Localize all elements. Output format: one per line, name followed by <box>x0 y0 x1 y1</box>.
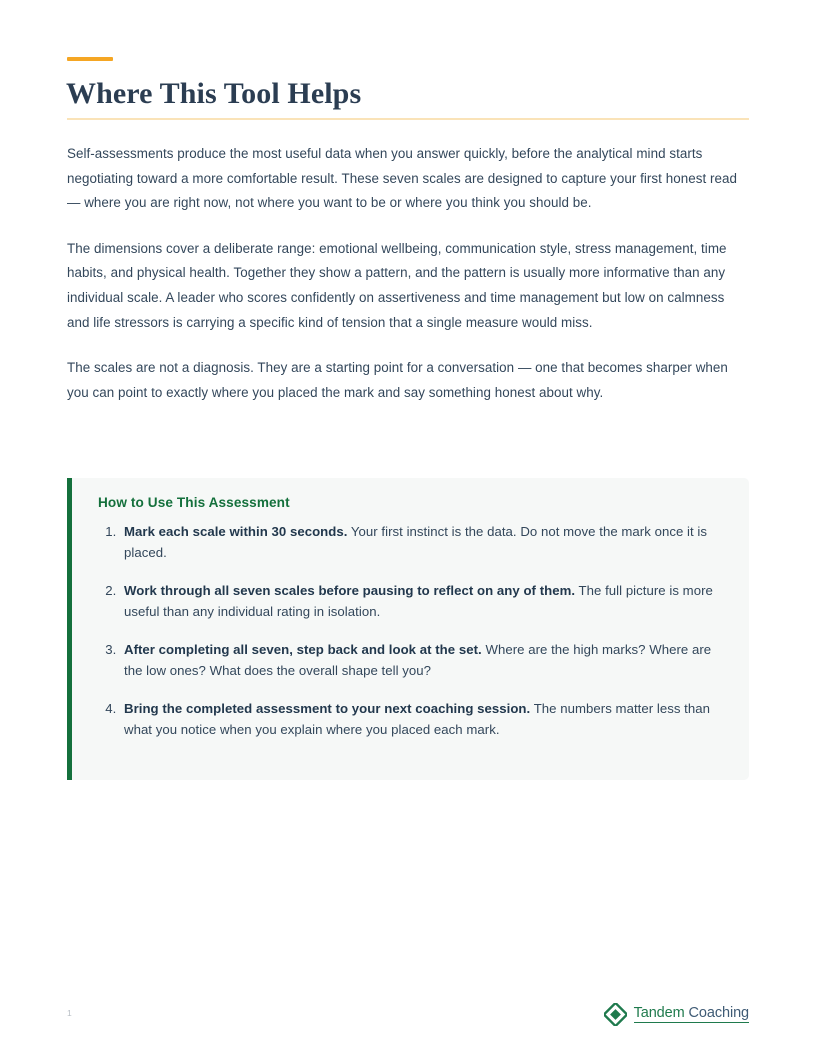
steps-list <box>98 522 727 740</box>
step-lead: Bring the completed assessment to your next coaching session. <box>124 701 531 716</box>
step-lead: Work through all seven scales before pausing to reflect on any of them. <box>124 583 576 598</box>
list-item <box>120 581 727 622</box>
brand-wordmark <box>634 1005 749 1023</box>
step-body: The numbers matter less than what you notice when you explain where you placed each mark. <box>124 701 710 737</box>
body-paragraph: Self-assessments produce the most useful data when you answer quickly, before the analytical mind starts negotiating toward a more comfortable result. These seven scales are designed to capture your first honest read — where you are right now, not where you want to be or where you think you should be. <box>67 146 737 211</box>
body-text-block <box>67 142 749 405</box>
how-to-use-callout <box>67 478 749 780</box>
page-number: 1 <box>67 1008 72 1018</box>
brand-logo <box>604 1002 749 1026</box>
list-item <box>120 522 727 563</box>
list-item <box>120 640 727 681</box>
step-body: Your first instinct is the data. Do not move the mark once it is placed. <box>124 524 708 560</box>
title-accent-bar <box>67 57 113 61</box>
step-body: The full picture is more useful than any individual rating in isolation. <box>124 583 713 619</box>
title-divider-rule <box>67 118 749 120</box>
step-lead: After completing all seven, step back and look at the set. <box>124 642 482 657</box>
body-paragraph: The dimensions cover a deliberate range: emotional wellbeing, communication style, stress management, time habits, and physical health. Together they show a pattern, and the pattern is usually more informative than any individual scale. A leader who scores confidently on assertiveness and time management but low on calmness and life stressors is carrying a specific kind of tension that a single measure would miss. <box>67 240 727 330</box>
brand-word-tandem: Tandem <box>633 1005 685 1021</box>
step-lead: Mark each scale within 30 seconds. <box>124 524 348 539</box>
nested-diamond-icon <box>604 1003 627 1026</box>
step-body: Where are the high marks? Where are the low ones? What does the overall shape tell you? <box>124 642 712 678</box>
list-item <box>120 699 727 740</box>
body-paragraph: The scales are not a diagnosis. They are a starting point for a conversation — one that becomes sharper when you can point to exactly where you placed the mark and say something honest about why. <box>67 360 728 400</box>
callout-heading: How to Use This Assessment <box>98 495 290 510</box>
brand-word-coaching: Coaching <box>688 1005 749 1021</box>
page-title: Where This Tool Helps <box>66 77 362 110</box>
